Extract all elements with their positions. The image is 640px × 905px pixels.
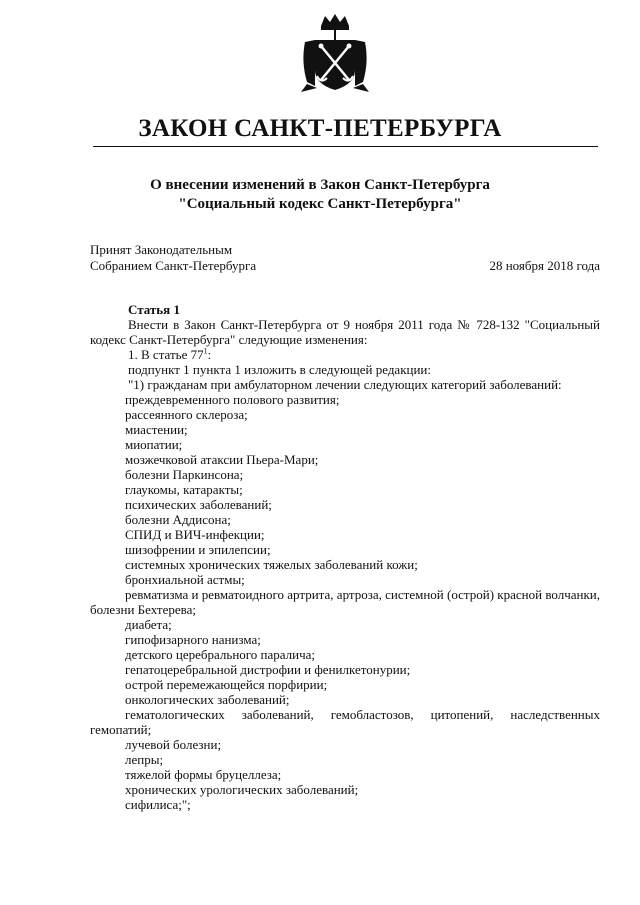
list-item: преждевременного полового развития; — [125, 392, 340, 407]
list-item: хронических урологических заболеваний; — [125, 782, 359, 797]
list-item: тяжелой формы бруцеллеза; — [125, 767, 282, 782]
rheumatism-line-1: ревматизма и ревматоидного артрита, артроза, системной (острой) красной волчанки, — [125, 587, 600, 602]
list-item: лучевой болезни; — [125, 737, 222, 752]
list-item: мозжечковой атаксии Пьера-Мари; — [125, 452, 319, 467]
adoption-date: 28 ноября 2018 года — [489, 258, 600, 273]
article-intro-cont: кодекс Санкт-Петербурга" следующие изменения: — [90, 332, 368, 347]
list-item: болезни Паркинсона; — [125, 467, 244, 482]
list-item: миопатии; — [125, 437, 183, 452]
subtitle-line-1: О внесении изменений в Закон Санкт-Петербурга — [150, 177, 490, 193]
adoption-note — [90, 242, 256, 274]
hematology-line-2: гемопатий; — [90, 722, 152, 737]
disease-list-b — [90, 617, 600, 707]
list-item: системных хронических тяжелых заболеваний кожи; — [125, 557, 418, 572]
list-item: гепатоцеребральной дистрофии и фенилкетонурии; — [125, 662, 411, 677]
subtitle-line-2: "Социальный кодекс Санкт-Петербурга" — [178, 196, 462, 212]
item-1-prefix: 1. В статье 77 — [128, 347, 204, 362]
list-item: шизофрении и эпилепсии; — [125, 542, 271, 557]
hematology-line-1: гематологических заболеваний, гемобластозов, цитопений, наследственных — [125, 707, 600, 722]
disease-list-c — [90, 737, 600, 812]
list-item: диабета; — [125, 617, 172, 632]
list-item: миастении; — [125, 422, 188, 437]
article-intro: Внести в Закон Санкт-Петербурга от 9 ноября 2011 года № 728-132 "Социальный — [128, 317, 600, 332]
list-item: болезни Аддисона; — [125, 512, 231, 527]
disease-list-a — [90, 392, 600, 587]
rheumatism-line-2: болезни Бехтерева; — [90, 602, 196, 617]
list-item: психических заболеваний; — [125, 497, 272, 512]
title-divider — [93, 146, 598, 147]
list-item: бронхиальной астмы; — [125, 572, 245, 587]
article-heading: Статья 1 — [128, 302, 180, 317]
list-item: сифилиса;"; — [125, 797, 191, 812]
article-body — [90, 302, 600, 812]
list-item: лепры; — [125, 752, 164, 767]
list-item: рассеянного склероза; — [125, 407, 248, 422]
item-1-sup: 1 — [203, 346, 208, 356]
list-item: детского церебрального паралича; — [125, 647, 316, 662]
list-item: онкологических заболеваний; — [125, 692, 290, 707]
coat-of-arms-icon — [297, 12, 373, 94]
list-item: глаукомы, катаракты; — [125, 482, 243, 497]
list-item: СПИД и ВИЧ-инфекции; — [125, 527, 265, 542]
adoption-line-2: Собранием Санкт-Петербурга — [90, 258, 257, 273]
subpoint-line: подпункт 1 пункта 1 изложить в следующей редакции: — [128, 362, 431, 377]
item-1 — [90, 347, 600, 362]
quote-start: "1) гражданам при амбулаторном лечении следующих категорий заболеваний: — [128, 377, 562, 392]
law-title: ЗАКОН САНКТ-ПЕТЕРБУРГА — [138, 115, 502, 142]
list-item: острой перемежающейся порфирии; — [125, 677, 328, 692]
list-item: гипофизарного нанизма; — [125, 632, 261, 647]
item-1-suffix: : — [207, 347, 212, 362]
adoption-line-1: Принят Законодательным — [90, 242, 233, 257]
